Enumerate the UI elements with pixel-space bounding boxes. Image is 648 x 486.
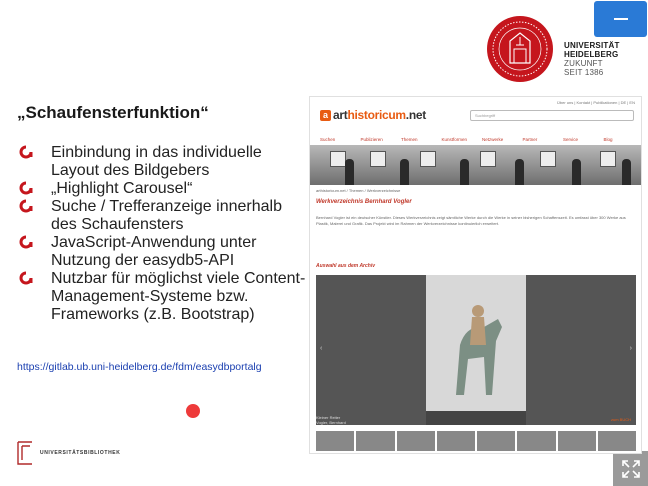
carousel-caption [316,415,346,425]
thumbnail[interactable] [356,431,394,451]
bullet-item [17,270,307,324]
site-nav-item[interactable]: Netzwerke [482,137,504,142]
site-brand-prefix: art [333,108,348,122]
carousel-more-link[interactable]: zum BUCH [610,417,631,422]
thumbnail[interactable] [598,431,636,451]
university-tagline-2: SEIT 1386 [564,68,604,77]
bullet-text: Suche / Trefferanzeige innerhalb des Schaufensters [51,198,282,233]
bullet-item [17,198,307,234]
site-search-input[interactable]: Suchbegriff [470,110,634,121]
site-nav-item[interactable]: Blog [603,137,613,142]
site-subheading: Auswahl aus dem Archiv [316,263,375,269]
site-brand-name: historicum [347,108,406,122]
site-top-links: Über uns | Kontakt | Publikationen | DE | EN [557,100,635,105]
thumbnail[interactable] [517,431,555,451]
site-banner-image [310,145,642,185]
bullet-text: Einbindung in das individuelle Layout des Bildgebers [51,144,262,179]
laser-pointer [186,404,200,418]
carousel-prev-icon[interactable]: ‹ [320,345,323,352]
thumbnail[interactable] [558,431,596,451]
bullet-icon [19,235,33,249]
site-nav-item[interactable]: Service [563,137,579,142]
site-logo-icon: a [320,110,331,121]
slide-title: „Schaufensterfunktion“ [17,103,209,122]
thumbnail[interactable] [316,431,354,451]
embedded-website [309,96,642,454]
university-seal [486,15,554,83]
bullet-icon [19,199,33,213]
library-logo [16,440,120,466]
thumbnail[interactable] [437,431,475,451]
caption-artist: Vogler, Bernhard [316,420,346,425]
fullscreen-button[interactable] [613,451,648,486]
bullet-text: JavaScript-Anwendung unter Nutzung der easydb5-API [51,234,257,269]
bullet-icon [19,271,33,285]
highlight-carousel[interactable] [316,275,636,425]
site-brand-suffix: .net [405,108,426,122]
bullet-item [17,234,307,270]
site-nav-item[interactable]: Partner [522,137,538,142]
menu-button[interactable] [594,1,647,37]
bullet-item [17,180,307,198]
site-breadcrumb: arthistoricum.net / Themen / Werkverzeichnisse [316,188,401,193]
site-paragraph: Bernhard Vogler ist ein deutscher Künstler. Dieses Werkverzeichnis zeigt sämtliche Werke durch die Werke in seiner bisherigen Schaffenszeit. Es umfasst über 300 Werke aus Plastik, Malerei und Grafik. Das Projekt wird im Rahmen der Werkverzeichnisse kontinuierlich erweitert. [316,215,626,226]
carousel-image [426,275,526,411]
library-logo-icon [16,440,36,466]
university-name-1: UNIVERSITÄT [564,41,620,50]
university-name-2: HEIDELBERG [564,50,619,59]
menu-icon [614,18,628,20]
gitlab-link[interactable]: https://gitlab.ub.uni-heidelberg.de/fdm/easydbportalg [17,361,262,373]
library-logo-text: UNIVERSITÄTSBIBLIOTHEK [40,450,121,456]
university-tagline-1: ZUKUNFT [564,59,603,68]
site-nav-item[interactable]: Suchen [320,137,336,142]
caption-title: Kleiner Reiter [316,415,341,420]
site-heading: Werkverzeichnis Bernhard Vogler [316,199,412,205]
site-logo [320,108,426,122]
university-wordmark [564,41,620,77]
bullet-text: Nutzbar für möglichst viele Content-Management-Systeme bzw. Frameworks (z.B. Bootstrap) [51,270,306,323]
site-nav-item[interactable]: Themen [401,137,418,142]
thumbnail[interactable] [397,431,435,451]
carousel-thumbnails [316,431,636,451]
bullet-item [17,144,307,180]
site-nav-item[interactable]: Publizieren [360,137,383,142]
carousel-next-icon[interactable]: › [629,345,632,352]
site-nav-item[interactable]: Kunstformen [441,137,468,142]
bullet-text: „Highlight Carousel“ [51,180,193,197]
bullet-list [17,144,307,324]
thumbnail[interactable] [477,431,515,451]
site-nav [320,137,642,142]
bullet-icon [19,145,33,159]
fullscreen-icon [621,459,641,479]
bullet-icon [19,181,33,195]
